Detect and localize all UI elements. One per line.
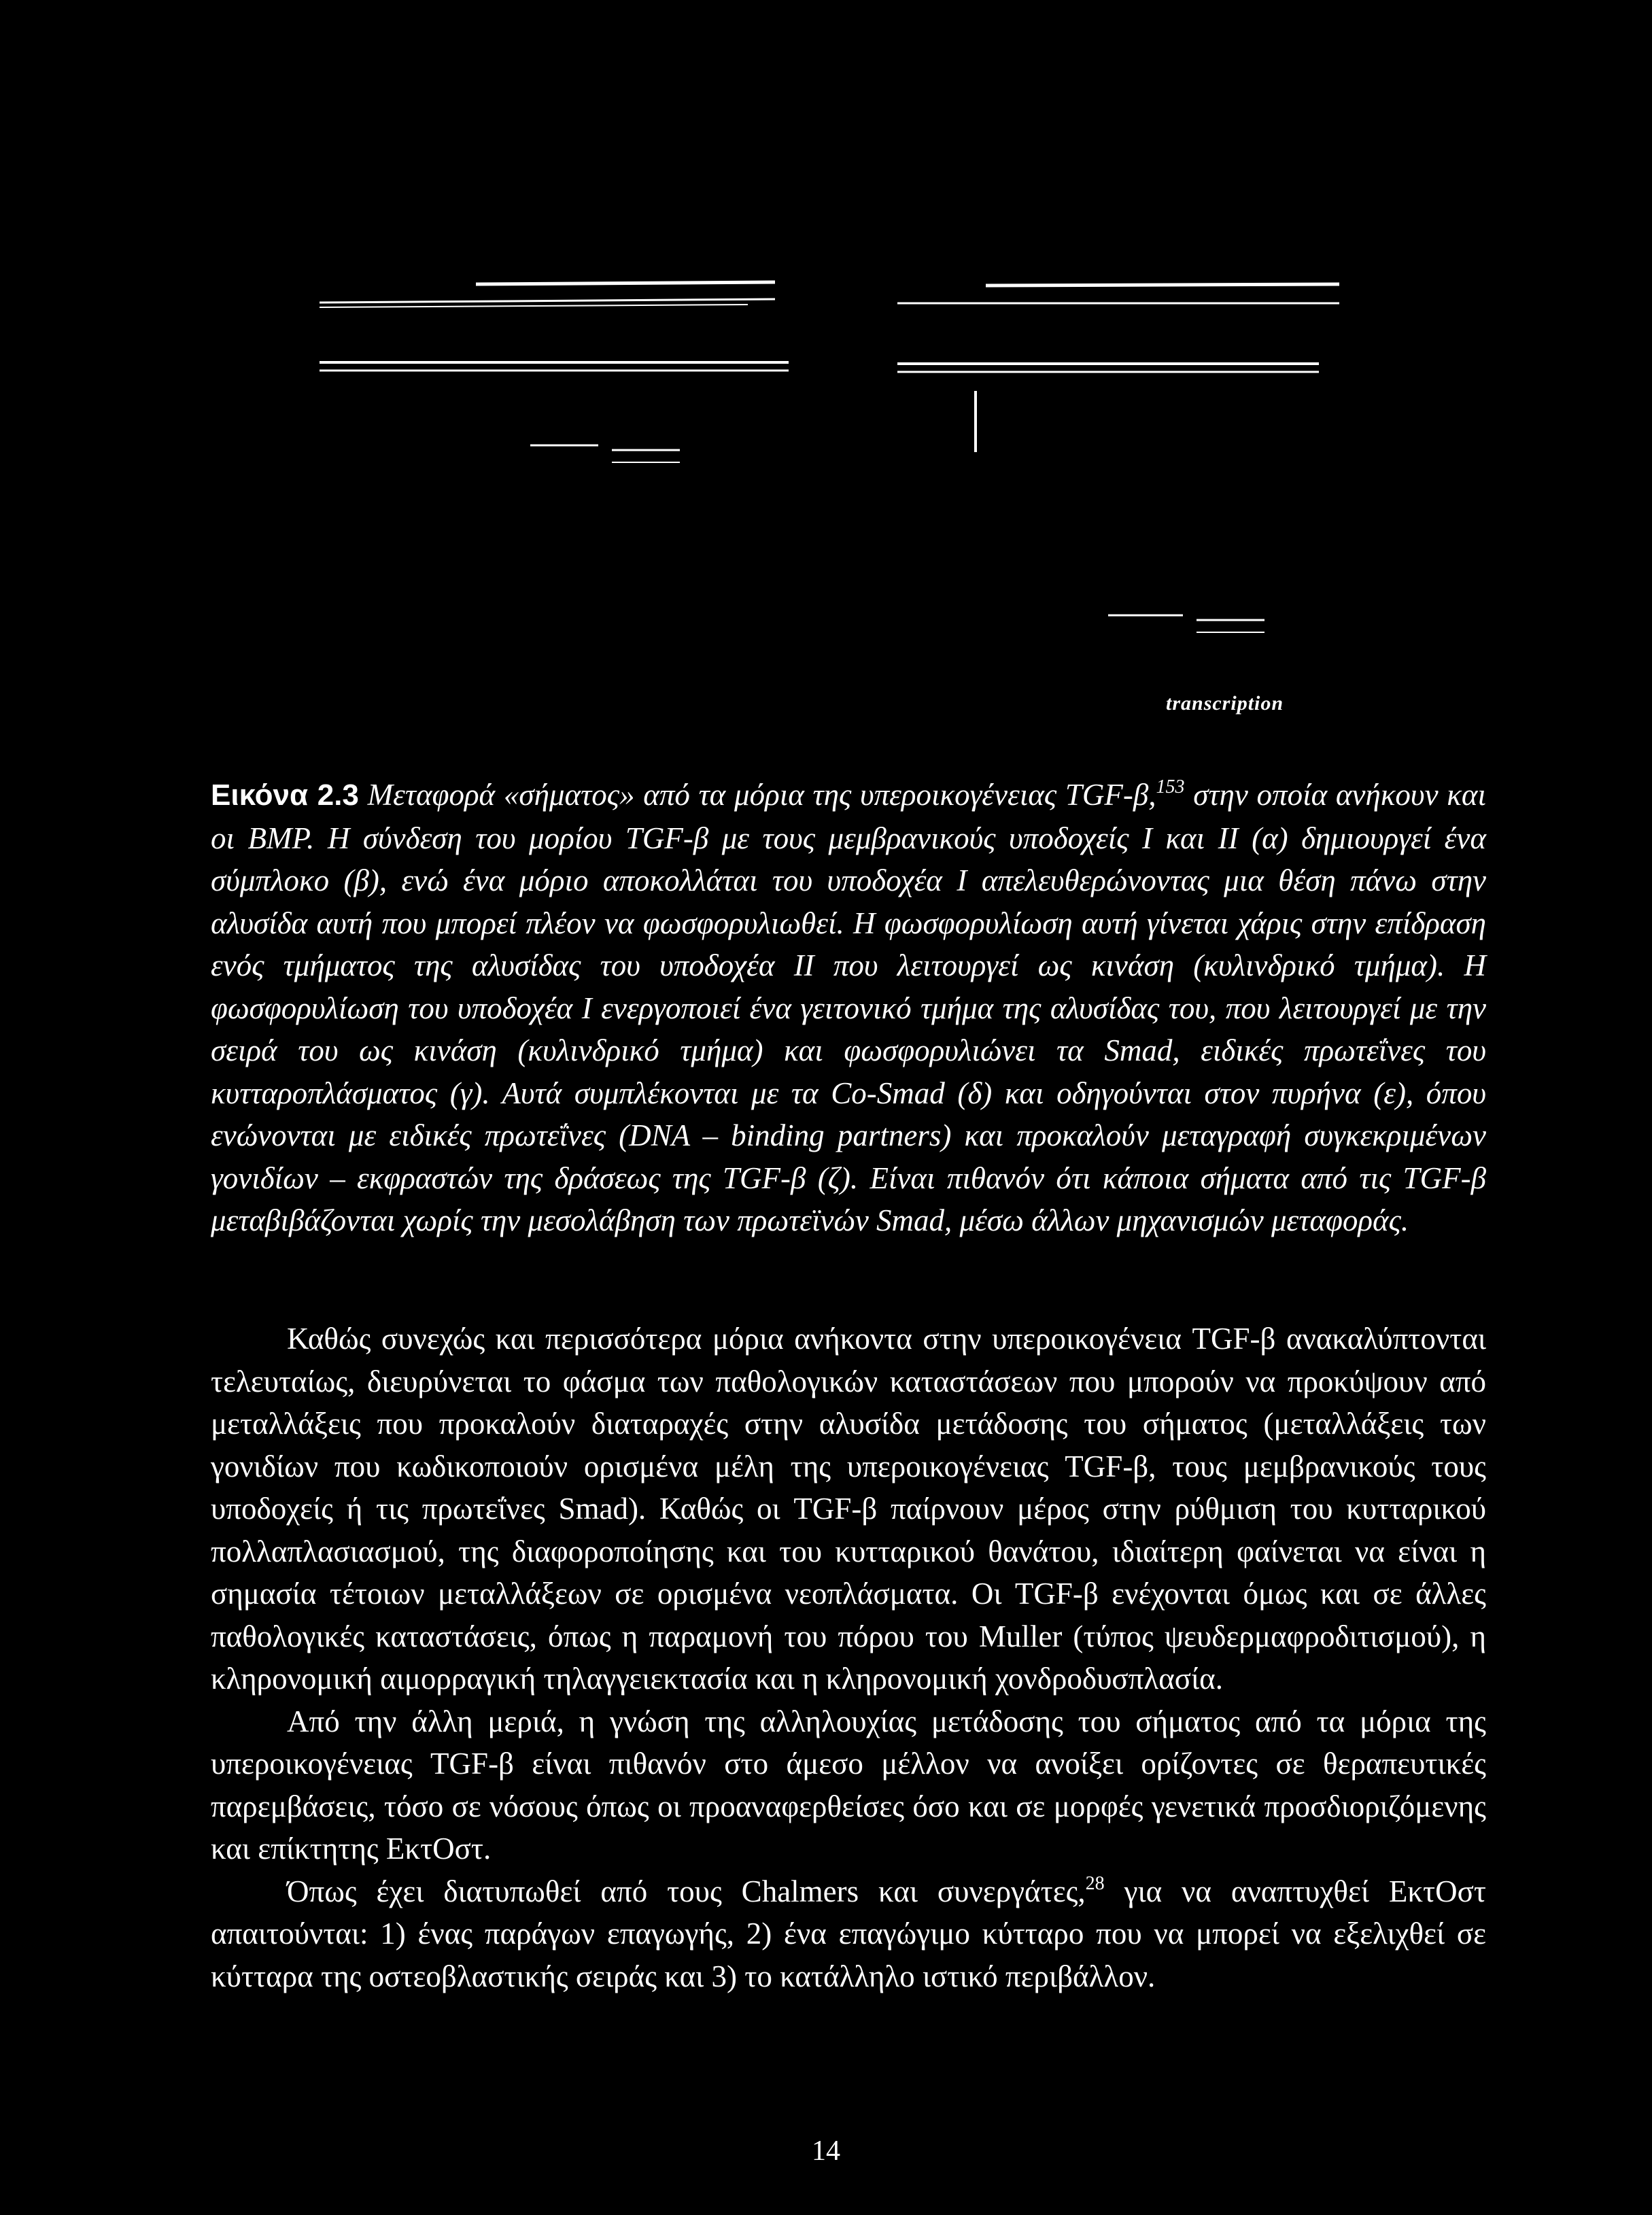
figure-line [320,305,748,307]
figure-line [320,299,775,303]
figure-line [476,282,775,284]
caption-text: στην οποία ανήκουν και οι BMP. Η σύνδεση του μορίου TGF-β με τους μεμβρανικούς υποδοχείς I και II (α) δημιουργεί ένα σύμπλοκο (β), ενώ ένα μόριο αποκολλάται του υποδοχέα I απελευθερώνοντας μια θέση πάνω στην αλυσίδα αυτή που μπορεί πλέον να φωσφορυλιωθεί. Η φωσφορυλίωση αυτή γίνεται χάρις στην επίδραση ενός τμήματος της αλυσίδας του υποδοχέα II που λειτουργεί ως κινάση (κυλινδρικό τμήμα). Η φωσφορυλίωση του υποδοχέα I ενεργοποιεί ένα γειτονικό τμήμα της αλυσίδας του, που λειτουργεί με την σειρά του ως κινάση (κυλινδρικό τμήμα) και φωσφορυλιώνει τα Smad, ειδικές πρωτεΐνες του κυτταροπλάσματος (γ). Αυτά συμπλέκονται με τα Co-Smad (δ) και οδηγούνται στον πυρήνα (ε), όπου ενώνονται με ειδικές πρωτεΐνες (DNA – binding partners) και προκαλούν μεταγραφή συγκεκριμένων γονιδίων – εκφραστών της δράσεως της TGF-β (ζ). Είναι πιθανόν ότι κάποια σήματα από τις TGF-β μεταβιβάζονται χωρίς την μεσολάβηση των πρωτεϊνών Smad, μέσω άλλων μηχανισμών μεταφοράς. [211,778,1486,1237]
figure-line [986,284,1339,286]
paragraph-text: Όπως έχει διατυπωθεί από τους Chalmers και συνεργάτες, [287,1874,1086,1908]
paragraph: Καθώς συνεχώς και περισσότερα μόρια ανήκοντα στην υπεροικογένεια TGF-β ανακαλύπτονται τελευταίως, διευρύνεται το φάσμα των παθολογικών καταστάσεων που μπορούν να προκύψουν από μεταλλάξεις που προκαλούν διαταραχές στην αλυσίδα μετάδοσης του σήματος (μεταλλάξεις των γονιδίων που κωδικοποιούν ορισμένα μέλη της υπεροικογένειας TGF-β, τους μεμβρανικούς τους υποδοχείς ή τις πρωτεΐνες Smad). Καθώς οι TGF-β παίρνουν μέρος στην ρύθμιση του κυτταρικού πολλαπλασιασμού, της διαφοροποίησης και του κυτταρικού θανάτου, ιδιαίτερη φαίνεται να είναι η σημασία τέτοιων μεταλλάξεων σε ορισμένα νεοπλάσματα. Οι TGF-β ενέχονται όμως και σε άλλες παθολογικές καταστάσεις, όπως η παραμονή του πόρου του Muller (τύπος ψευδερμαφροδιτισμού), η κληρονομική αιμορραγική τηλαγγειεκτασία και η κληρονομική χονδροδυσπλασία. [211,1322,1486,1696]
figure-remnant-lines [0,0,1652,748]
paragraph-text: για να αναπτυχθεί ΕκτΟστ απαιτούνται: 1) ένας παράγων επαγωγής, 2) ένα επαγώγιμο κύτταρο που να μπορεί να εξελιχθεί σε κύτταρα της οστεοβλαστικής σειράς και 3) το κατάλληλο ιστικό περιβάλλον. [211,1874,1486,1993]
figure-area [0,0,1652,748]
figure-caption [211,774,1486,1242]
citation-ref: 28 [1085,1872,1105,1894]
page-number: 14 [812,2135,840,2167]
caption-text: Μεταφορά «σήματος» από τα μόρια της υπεροικογένειας TGF-β, [358,778,1156,812]
figure-number: Εικόνα 2.3 [211,778,359,812]
figure-label: transcription [1166,692,1284,715]
paragraph: Από την άλλη μεριά, η γνώση της αλληλουχίας μετάδοσης του σήματος από τα μόρια της υπεροικογένειας TGF-β είναι πιθανόν στο άμεσο μέλλον να ανοίξει ορίζοντες σε θεραπευτικές παρεμβάσεις, τόσο σε νόσους όπως οι προαναφερθείσες όσο και σε μορφές γενετικά προσδιοριζόμενης και επίκτητης ΕκτΟστ. [211,1704,1486,1866]
citation-ref: 153 [1156,776,1185,797]
paragraph [211,1870,1486,1998]
body-text [211,1318,1486,1997]
